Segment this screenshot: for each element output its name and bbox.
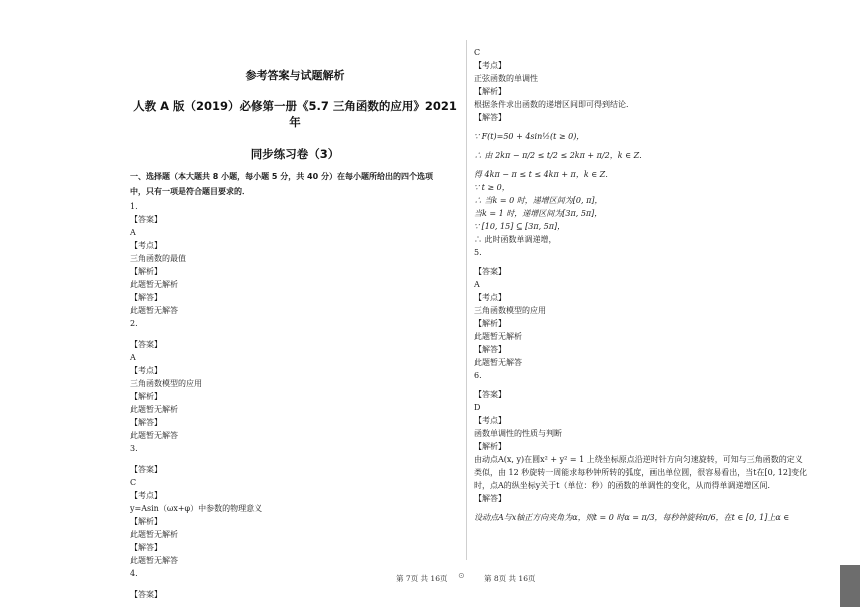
- label-jiexi: 【解析】: [474, 87, 506, 96]
- section-heading-1: 一、选择题（本大题共 8 小题，每小题 5 分，共 40 分）在每小题所给出的四个选项: [130, 172, 433, 181]
- left-line: 【解析】: [130, 392, 162, 401]
- left-line: 【答案】: [130, 340, 162, 349]
- left-line: 【解析】: [130, 517, 162, 526]
- left-line: 3.: [130, 444, 138, 453]
- topic-text: 三角函数模型的应用: [474, 306, 546, 315]
- left-line: 【答案】: [130, 215, 162, 224]
- answer-value: D: [474, 403, 481, 412]
- solution-line-4: ∵ t ≥ 0，: [474, 183, 510, 192]
- left-line: 2.: [130, 319, 138, 328]
- left-line: 此题暂无解答: [130, 306, 178, 315]
- solution-line-1: ∵ F(t)=50 + 4sin½(t ≥ 0)，: [474, 132, 585, 141]
- left-line: C: [130, 478, 137, 487]
- left-line: 三角函数模型的应用: [130, 379, 202, 388]
- left-line: 1.: [130, 202, 138, 211]
- analysis-text: 根据条件求出函数的递增区间即可得到结论．: [474, 100, 634, 109]
- solution-line-6: 当k = 1 时，递增区间为[3π, 5π]，: [474, 209, 603, 218]
- solution-line-final: 设动点A与x轴正方向夹角为α，则t = 0 时α = π/3，每秒钟旋转π/6，在t ∈ [0, 1]上α ∈: [474, 513, 790, 522]
- left-line: 【解析】: [130, 267, 162, 276]
- right-page-column: [474, 46, 809, 524]
- left-line: y=Asin（ωx+φ）中参数的物理意义: [130, 504, 263, 513]
- left-line: 【考点】: [130, 241, 162, 250]
- left-line: 三角函数的最值: [130, 254, 186, 263]
- left-line: 【答案】: [130, 590, 162, 599]
- left-line: 此题暂无解答: [130, 556, 178, 565]
- left-line: 4.: [130, 569, 138, 578]
- left-line: A: [130, 353, 136, 362]
- page-center-icon: ⊙: [458, 571, 465, 580]
- label-jiexi: 【解析】: [474, 442, 506, 451]
- left-line: 【解答】: [130, 543, 162, 552]
- topic-text: 正弦函数的单调性: [474, 74, 538, 83]
- title-block: [130, 68, 460, 162]
- question-number: 6.: [474, 371, 482, 380]
- left-answer-list: [130, 200, 460, 601]
- label-kaodian: 【考点】: [474, 293, 506, 302]
- label-jieda: 【解答】: [474, 345, 506, 354]
- scroll-handle[interactable]: [840, 565, 860, 607]
- solution-line-2: ∴ 由 2kπ − π/2 ≤ t/2 ≤ 2kπ + π/2，k ∈ Z．: [474, 151, 648, 160]
- left-line: 【解答】: [130, 418, 162, 427]
- solution-line-8: ∴ 此时函数单调递增，: [474, 235, 557, 244]
- left-line: 【考点】: [130, 366, 162, 375]
- left-line: 此题暂无解析: [130, 280, 178, 289]
- label-daan: 【答案】: [474, 267, 506, 276]
- label-jieda: 【解答】: [474, 113, 506, 122]
- document-subtitle-2: 同步练习卷（3）: [250, 147, 340, 161]
- page-title: 参考答案与试题解析: [245, 69, 345, 82]
- left-line: 【考点】: [130, 491, 162, 500]
- label-daan: 【答案】: [474, 390, 506, 399]
- analysis-paragraph: 由动点A(x, y)在圆x² + y² = 1 上绕坐标原点沿逆时针方向匀速旋转，可知与三角函数的定义类似，由 12 秒旋转一周能求每秒钟所转的弧度，画出单位圆，很容易看出，当t在[0, 12]变化时，点A的纵坐标y关于t（单位：秒）的函数的单调性的变化，从而得单调递增区间．: [474, 455, 808, 490]
- left-page-column: [130, 68, 460, 601]
- page-divider: [466, 40, 467, 560]
- left-line: 【答案】: [130, 465, 162, 474]
- label-kaodian: 【考点】: [474, 61, 506, 70]
- left-line: [130, 455, 460, 463]
- solution-text: 此题暂无解答: [474, 358, 522, 367]
- analysis-text: 此题暂无解析: [474, 332, 522, 341]
- label-jiexi: 【解析】: [474, 319, 506, 328]
- left-line: 此题暂无解答: [130, 431, 178, 440]
- label-jieda: 【解答】: [474, 494, 506, 503]
- left-line: 此题暂无解析: [130, 530, 178, 539]
- left-line: 此题暂无解析: [130, 405, 178, 414]
- topic-text: 函数单调性的性质与判断: [474, 429, 562, 438]
- left-line: A: [130, 228, 136, 237]
- section-heading-2: 中，只有一项是符合题目要求的．: [130, 187, 250, 196]
- answer-value: C: [474, 48, 481, 57]
- page-number-left: 第 7页 共 16页: [396, 574, 448, 583]
- solution-line-3: 得 4kπ − π ≤ t ≤ 4kπ + π，k ∈ Z．: [474, 170, 614, 179]
- answer-value: A: [474, 280, 480, 289]
- left-line: 【解答】: [130, 293, 162, 302]
- solution-line-5: ∴ 当k = 0 时，递增区间为[0, π]，: [474, 196, 603, 205]
- question-number: 5.: [474, 248, 482, 257]
- page-number-right: 第 8页 共 16页: [484, 574, 536, 583]
- document-subtitle: 人教 A 版（2019）必修第一册《5.7 三角函数的应用》2021 年: [133, 99, 457, 129]
- left-line: [130, 330, 460, 338]
- label-kaodian: 【考点】: [474, 416, 506, 425]
- solution-line-7: ∵ [10, 15] ⊆ [3π, 5π]，: [474, 222, 566, 231]
